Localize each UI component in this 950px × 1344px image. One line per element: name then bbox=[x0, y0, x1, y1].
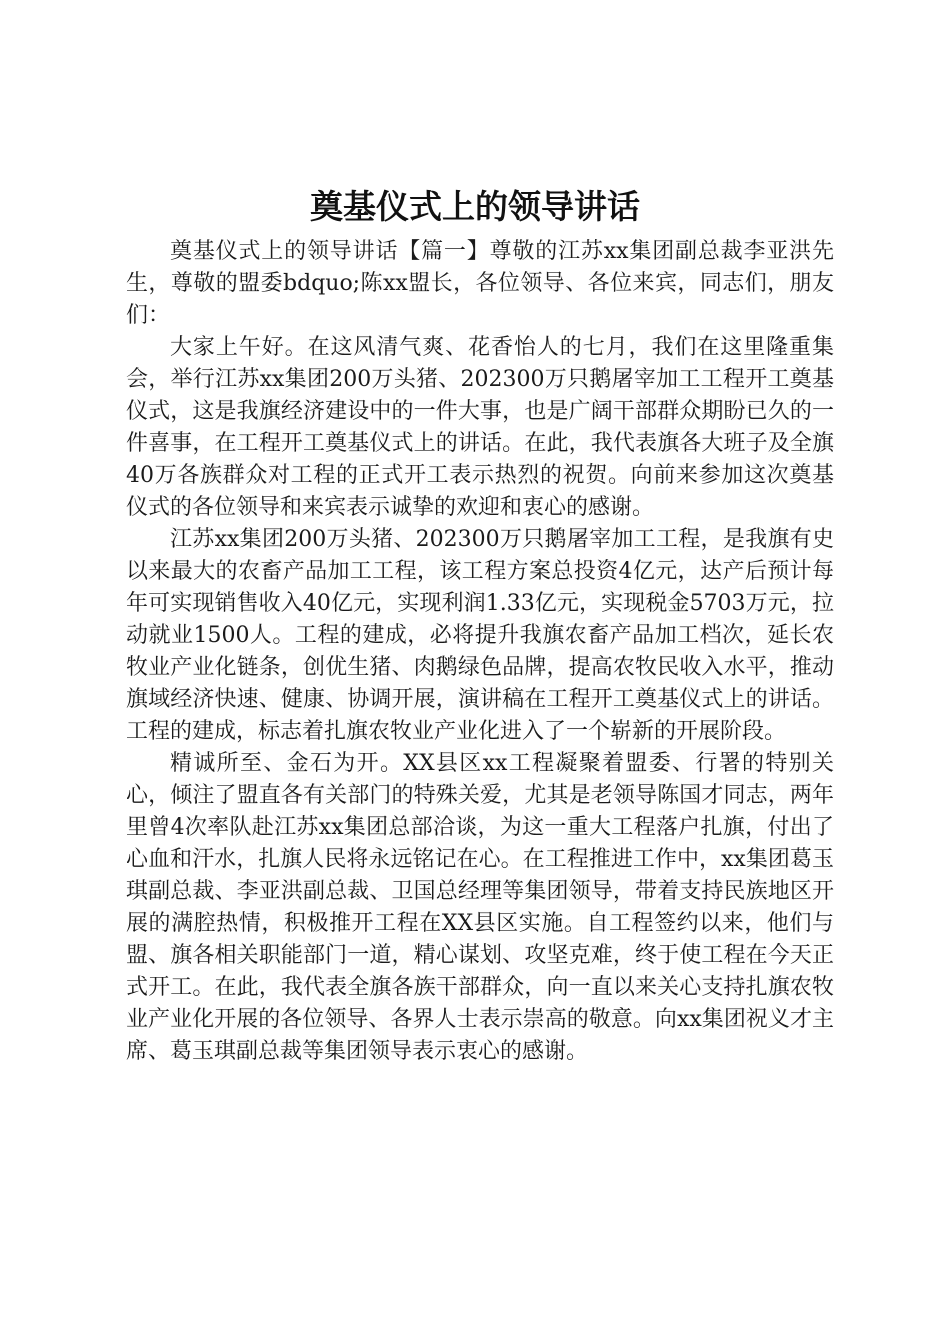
paragraph: 大家上午好。在这风清气爽、花香怡人的七月，我们在这里隆重集会，举行江苏xx集团200万头猪、202300万只鹅屠宰加工工程开工奠基仪式，这是我旗经济建设中的一件大事，也是广阔干部群众期盼已久的一件喜事，在工程开工奠基仪式上的讲话。在此，我代表旗各大班子及全旗40万各族群众对工程的正式开工表示热烈的祝贺。向前来参加这次奠基仪式的各位领导和来宾表示诚挚的欢迎和衷心的感谢。 bbox=[126, 335, 834, 520]
document-title: 奠基仪式上的领导讲话 bbox=[310, 187, 640, 226]
paragraph: 精诚所至、金石为开。XX县区xx工程凝聚着盟委、行署的特别关心，倾注了盟直各有关部门的特殊关爱，尤其是老领导陈国才同志，两年里曾4次率队赴江苏xx集团总部洽谈，为这一重大工程落户扎旗，付出了心血和汗水，扎旗人民将永远铭记在心。在工程推进工作中，xx集团葛玉琪副总裁、李亚洪副总裁、卫国总经理等集团领导，带着支持民族地区开展的满腔热情，积极推开工程在XX县区实施。自工程签约以来，他们与盟、旗各相关职能部门一道，精心谋划、攻坚克难，终于使工程在今天正式开工。在此，我代表全旗各族干部群众，向一直以来关心支持扎旗农牧业产业化开展的各位领导、各界人士表示崇高的敬意。向xx集团祝义才主席、葛玉琪副总裁等集团领导表示衷心的感谢。 bbox=[126, 751, 834, 1064]
paragraph: 江苏xx集团200万头猪、202300万只鹅屠宰加工工程，是我旗有史以来最大的农畜产品加工工程，该工程方案总投资4亿元，达产后预计每年可实现销售收入40亿元，实现利润1.33亿元，实现税金5703万元，拉动就业1500人。工程的建成，必将提升我旗农畜产品加工档次，延长农牧业产业化链条，创优生猪、肉鹅绿色品牌，提高农牧民收入水平，推动旗域经济快速、健康、协调开展，演讲稿在工程开工奠基仪式上的讲话。工程的建成，标志着扎旗农牧业产业化进入了一个崭新的开展阶段。 bbox=[126, 527, 834, 744]
paragraph: 奠基仪式上的领导讲话【篇一】尊敬的江苏xx集团副总裁李亚洪先生，尊敬的盟委bdquo;陈xx盟长，各位领导、各位来宾，同志们，朋友们： bbox=[126, 239, 834, 328]
document-body bbox=[126, 236, 834, 1068]
